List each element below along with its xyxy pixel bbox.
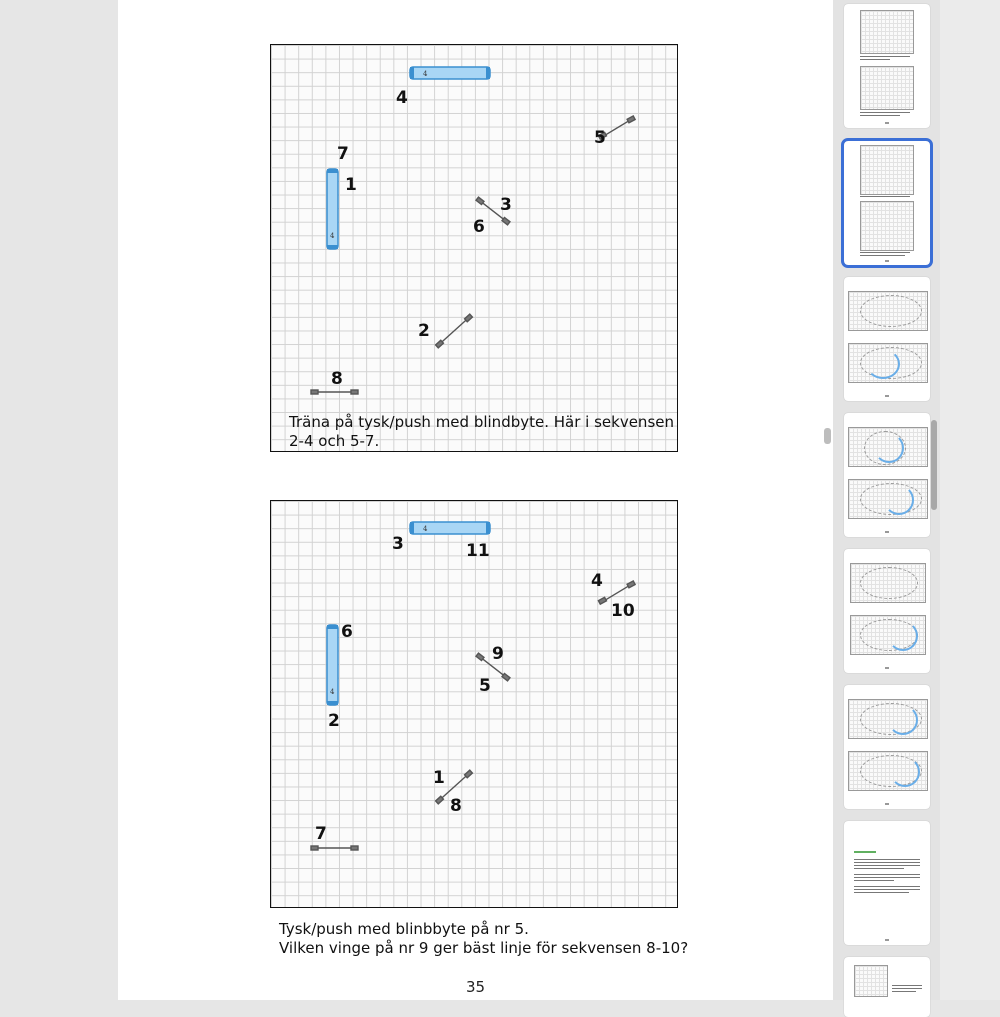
- tunnel-top-print: 4: [423, 70, 428, 78]
- page-thumbnail[interactable]: [844, 821, 930, 945]
- label-tunnel-left: 1: [345, 175, 357, 195]
- diagram-2-caption: [279, 920, 688, 958]
- page-thumbnail[interactable]: [844, 549, 930, 673]
- label-tunnel-left-b: 2: [328, 711, 340, 731]
- jump-lower: [436, 314, 473, 348]
- page-thumbnail[interactable]: [844, 4, 930, 128]
- tunnel-left-print: 4: [330, 688, 335, 696]
- diagram-2-caption-line-2: Vilken vinge på nr 9 ger bäst linje för sekvensen 8-10?: [279, 939, 689, 957]
- label-jump-right: 5: [594, 128, 606, 148]
- page-thumbnail[interactable]: [844, 413, 930, 537]
- tunnel-left-print: 4: [330, 232, 335, 240]
- label-tunnel-left-a: 6: [341, 622, 353, 642]
- diagram-1-caption: [289, 413, 674, 451]
- jump-bottom: [311, 390, 358, 394]
- course-obstacles-1: [271, 45, 678, 452]
- label-jump-lower: 2: [418, 321, 430, 341]
- tunnel-top: [410, 522, 490, 534]
- course-obstacles-2: [271, 501, 678, 908]
- label-tunnel-left-top: 7: [337, 144, 349, 164]
- splitter-handle[interactable]: [824, 428, 831, 444]
- document-page: [118, 0, 833, 1000]
- label-jump-middle-b: 6: [473, 217, 485, 237]
- course-diagram-2: [270, 500, 678, 908]
- thumbnail-sidebar[interactable]: [833, 0, 940, 1000]
- label-jump-lower-a: 1: [433, 768, 445, 788]
- diagram-2-caption-line-1: Tysk/push med blinbbyte på nr 5.: [279, 920, 529, 938]
- page-thumbnail[interactable]: [844, 957, 930, 1017]
- diagram-1-caption-line-2: 2-4 och 5-7.: [289, 432, 380, 450]
- label-jump-bottom: 8: [331, 369, 343, 389]
- label-jump-middle-b: 5: [479, 676, 491, 696]
- label-jump-middle-a: 9: [492, 644, 504, 664]
- diagram-1-caption-line-1: Träna på tysk/push med blindbyte. Här i sekvensen: [289, 413, 674, 431]
- tunnel-top-print: 4: [423, 525, 428, 533]
- label-jump-right-a: 4: [591, 571, 603, 591]
- page-thumbnail-selected[interactable]: [844, 141, 930, 265]
- label-jump-lower-b: 8: [450, 796, 462, 816]
- label-tunnel-top-a: 3: [392, 534, 404, 554]
- course-diagram-1: [270, 44, 678, 452]
- jump-bottom: [311, 846, 358, 850]
- label-tunnel-top: 4: [396, 88, 408, 108]
- tunnel-left: [327, 625, 338, 705]
- page-thumbnail[interactable]: [844, 277, 930, 401]
- label-jump-right-b: 10: [611, 601, 635, 621]
- tunnel-top: [410, 67, 490, 79]
- page-thumbnail[interactable]: [844, 685, 930, 809]
- label-jump-bottom: 7: [315, 824, 327, 844]
- label-jump-middle-a: 3: [500, 195, 512, 215]
- label-tunnel-top-b: 11: [466, 541, 490, 561]
- sidebar-background: [940, 0, 1000, 1000]
- sidebar-scrollbar[interactable]: [931, 420, 937, 510]
- page-number: 35: [465, 978, 486, 996]
- tunnel-left: [327, 169, 338, 249]
